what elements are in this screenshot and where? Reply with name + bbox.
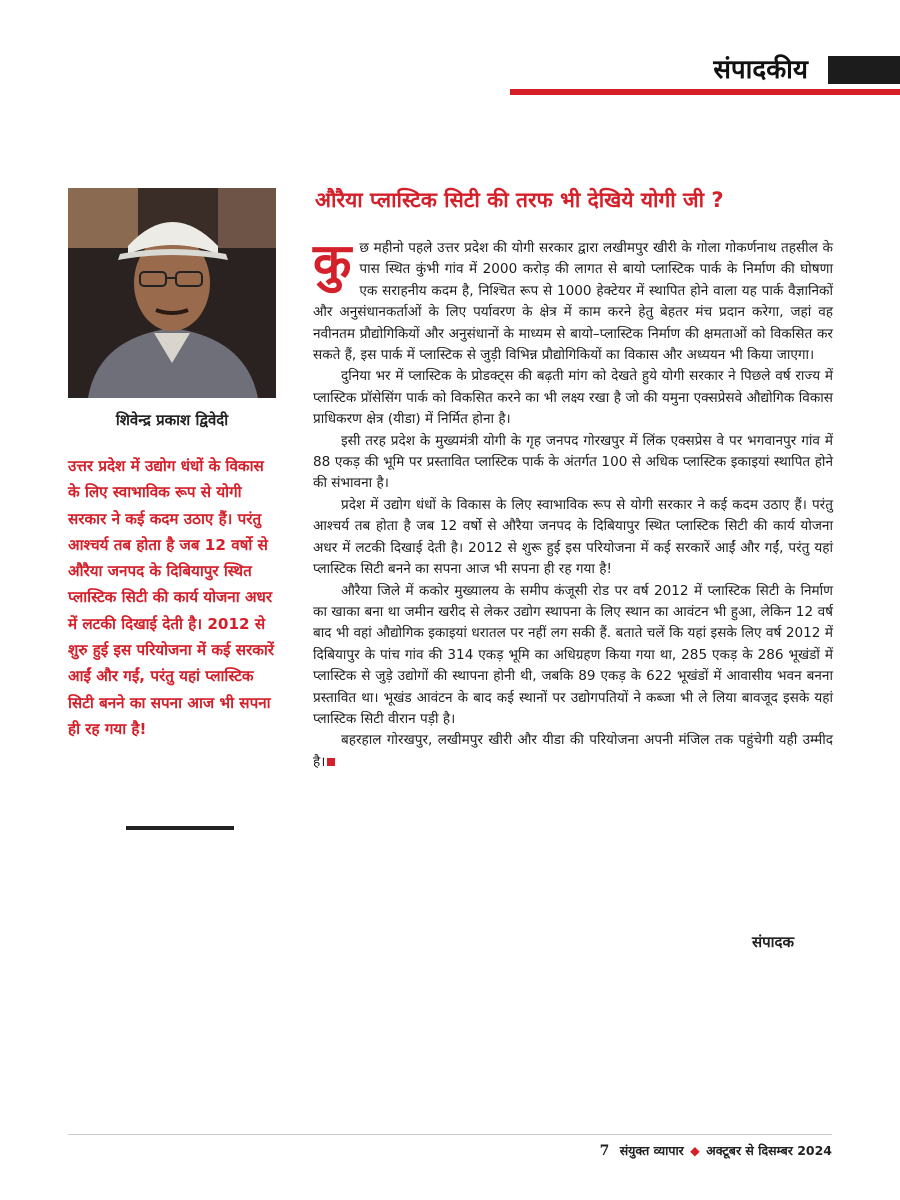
section-header-rule [510, 89, 900, 95]
article-paragraph: औरैया जिले में ककोर मुख्यालय के समीप कंजूसी रोड पर वर्ष 2012 में प्लास्टिक सिटी के निर्माण का खाका बना था जमीन खरीद से लेकर उद्योग स्थापना के लिए स्थान का आवंटन भी हुआ, लेकिन 12 वर्ष बाद भी वहां औद्योगिक इकाइयां धरातल पर नहीं लग सकी हैं. बताते चलें कि यहां इसके लिए वर्ष 2012 में दिबियापुर के पांच गांव की 314 एकड़ भूमि का अधिग्रहण किया गया था, 285 एकड़ के 286 भूखंडों में प्लास्टिक से जुड़े उद्योगों की स्थापना होनी थी, जबकि 89 एकड़ के 622 भूखंडों में आवासीय भवन बनना प्रस्तावित था। भूखंड आवंटन के बाद कई स्थानों पर उद्योगपतियों ने कब्जा भी ले लिया बावजूद इसके यहां प्लास्टिक सिटी वीरान पड़ी है। [313, 582, 833, 727]
author-portrait-image [68, 188, 276, 398]
article-headline: औरैया प्लास्टिक सिटी की तरफ भी देखिये योगी जी ? [315, 188, 724, 212]
publication-name: संयुक्त व्यापार [619, 1143, 684, 1158]
article-paragraph: बहरहाल गोरखपुर, लखीमपुर खीरी और यीडा की परियोजना अपनी मंजिल तक पहुंचेगी यही उम्मीद है। [313, 732, 833, 770]
article-paragraph: दुनिया भर में प्लास्टिक के प्रोडक्ट्स की बढ़ती मांग को देखते हुये योगी सरकार ने पिछले वर्ष राज्य में प्लास्टिक प्रॉसेसिंग पार्क को विकसित करने का भी लक्ष्य रखा है जो की यमुना एक्सप्रेसवे औद्योगिक विकास प्राधिकरण क्षेत्र (यीडा) में निर्मित होना है। [313, 368, 833, 428]
signature: संपादक [752, 933, 795, 951]
author-name: शिवेन्द्र प्रकाश द्विवेदी [115, 411, 229, 429]
footer-rule [68, 1134, 832, 1135]
section-header [500, 48, 900, 98]
end-mark-icon [327, 758, 335, 766]
article-paragraph: कुछ महीनो पहले उत्तर प्रदेश की योगी सरकार द्वारा लखीमपुर खीरी के गोला गोकर्णनाथ तहसील के पास स्थित कुंभी गांव में 2000 करोड़ की लागत से बायो प्लास्टिक पार्क के निर्माण की घोषणा एक सराहनीय कदम है, निश्चित रूप से 1000 हेक्टेयर में स्थापित होने वाला यह पार्क वैज्ञानिकों और अनुसंधानकर्ताओं के लिए पर्यावरण के क्षेत्र में काम करने हेतु बेहतर मंच प्रदान करेगा, जहां वह नवीनतम प्रौद्योगिकियों और अनुसंधानों के माध्यम से बायो–प्लास्टिक निर्माण की क्षमताओं को विकसित कर सकते हैं, इस पार्क में प्लास्टिक से जुड़ी विभिन्न प्रौद्योगिकियों का विकास और अध्ययन भी किया जाएगा। [313, 233, 833, 364]
author-photo [68, 188, 276, 398]
page-number: 7 [599, 1143, 610, 1159]
article-body [313, 233, 833, 773]
issue-date: अक्टूबर से दिसम्बर 2024 [706, 1143, 832, 1158]
section-title: संपादकीय [713, 55, 808, 85]
page-footer [600, 1142, 832, 1159]
article-paragraph: इसी तरह प्रदेश के मुख्यमंत्री योगी के गृह जनपद गोरखपुर में लिंक एक्सप्रेस वे पर भगवानपुर गांव में 88 एकड़ की भूमि पर प्रस्तावित प्लास्टिक पार्क के अंतर्गत 100 से अधिक प्लास्टिक इकाइयां स्थापित होने की संभावना है। [313, 432, 833, 492]
diamond-icon: ◆ [690, 1143, 700, 1158]
drop-cap: कु [313, 233, 352, 291]
section-header-block [828, 56, 900, 84]
pull-quote: उत्तर प्रदेश में उद्योग धंधों के विकास के लिए स्वाभाविक रूप से योगी सरकार ने कई कदम उठाए हैं। परंतु आश्चर्य तब होता है जब 12 वर्षो से औरैया जनपद के दिबियापुर स्थित प्लास्टिक सिटी की कार्य योजना अधर में लटकी दिखाई देती है। 2012 से शुरु हुई इस परियोजना में कई सरकारें आईं और गईं, परंतु यहां प्लास्टिक सिटी बनने का सपना आज भी सपना ही रह गया है! [68, 457, 275, 738]
pull-quote-divider [126, 826, 234, 830]
article-paragraph: प्रदेश में उद्योग धंधों के विकास के लिए स्वाभाविक रूप से योगी सरकार ने कई कदम उठाए हैं। परंतु आश्चर्य तब होता है जब 12 वर्षो से औरैया जनपद के दिबियापुर स्थित प्लास्टिक सिटी की कार्य योजना अधर में लटकी दिखाई देती है। 2012 से शुरू हुई इस परियोजना में कई सरकारें आईं और गईं, परंतु यहां प्लास्टिक सिटी बनने का सपना आज भी सपना ही रह गया है! [313, 496, 833, 578]
